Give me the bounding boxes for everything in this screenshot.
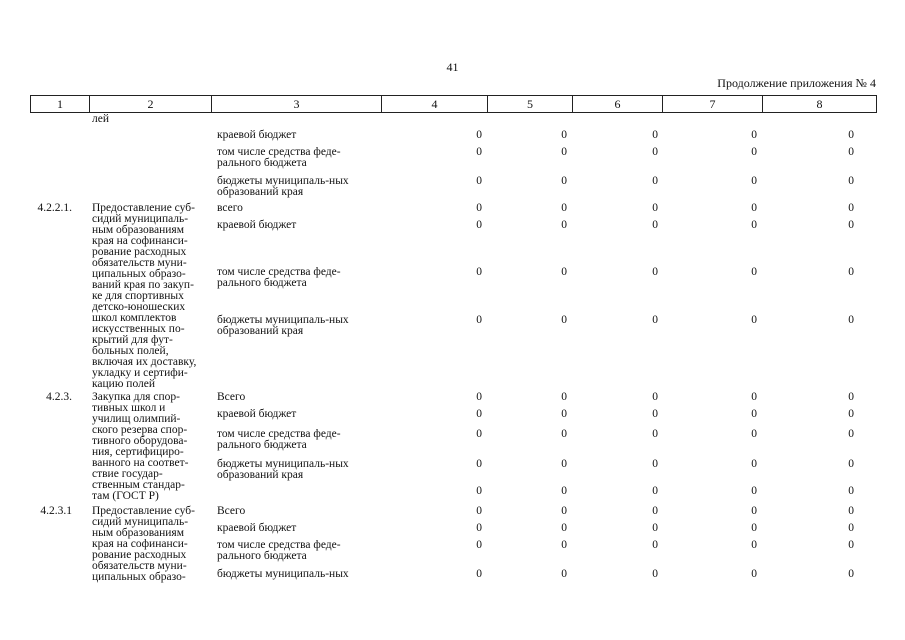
value-cell: 0 bbox=[751, 505, 757, 517]
value-cell: 0 bbox=[561, 408, 567, 420]
value-cell: 0 bbox=[476, 408, 482, 420]
value-cell: 0 bbox=[561, 175, 567, 187]
value-cell: 0 bbox=[652, 505, 658, 517]
column-header-row bbox=[31, 96, 877, 113]
funding-source: краевой бюджет bbox=[217, 129, 297, 141]
value-cell: 0 bbox=[652, 175, 658, 187]
value-cell: 0 bbox=[751, 219, 757, 231]
item-name: Предоставление суб- сидий муниципаль- ным образованиям края на софинанси- рование расходных обязательств муни- ципальных образо- bbox=[92, 505, 195, 583]
value-cell: 0 bbox=[751, 146, 757, 158]
value-cell: 0 bbox=[561, 568, 567, 580]
value-cell: 0 bbox=[476, 219, 482, 231]
funding-source: том числе средства феде- рального бюджета bbox=[217, 266, 341, 289]
value-cell: 0 bbox=[751, 129, 757, 141]
value-cell: 0 bbox=[751, 458, 757, 470]
value-cell: 0 bbox=[848, 314, 854, 326]
value-cell: 0 bbox=[751, 568, 757, 580]
value-cell: 0 bbox=[751, 175, 757, 187]
value-cell: 0 bbox=[476, 129, 482, 141]
value-cell: 0 bbox=[848, 146, 854, 158]
value-cell: 0 bbox=[751, 539, 757, 551]
value-cell: 0 bbox=[561, 129, 567, 141]
value-cell: 0 bbox=[476, 146, 482, 158]
value-cell: 0 bbox=[652, 266, 658, 278]
value-cell: 0 bbox=[652, 428, 658, 440]
value-cell: 0 bbox=[848, 458, 854, 470]
value-cell: 0 bbox=[848, 175, 854, 187]
value-cell: 0 bbox=[848, 129, 854, 141]
value-cell: 0 bbox=[652, 202, 658, 214]
value-cell: 0 bbox=[476, 428, 482, 440]
value-cell: 0 bbox=[848, 219, 854, 231]
value-cell: 0 bbox=[561, 202, 567, 214]
column-header: 1 bbox=[31, 96, 90, 113]
value-cell: 0 bbox=[561, 522, 567, 534]
value-cell: 0 bbox=[848, 485, 854, 497]
value-cell: 0 bbox=[476, 202, 482, 214]
column-header: 4 bbox=[382, 96, 488, 113]
continuation-text: лей bbox=[92, 113, 109, 125]
value-cell: 0 bbox=[751, 428, 757, 440]
value-cell: 0 bbox=[751, 522, 757, 534]
funding-source: бюджеты муниципаль-ных образований края bbox=[217, 175, 349, 198]
value-cell: 0 bbox=[561, 391, 567, 403]
value-cell: 0 bbox=[848, 202, 854, 214]
column-header-table bbox=[30, 95, 877, 113]
item-code: 4.2.3.1 bbox=[40, 505, 72, 517]
value-cell: 0 bbox=[652, 458, 658, 470]
value-cell: 0 bbox=[848, 505, 854, 517]
value-cell: 0 bbox=[652, 146, 658, 158]
value-cell: 0 bbox=[751, 408, 757, 420]
value-cell: 0 bbox=[476, 314, 482, 326]
funding-source: Всего bbox=[217, 505, 246, 517]
value-cell: 0 bbox=[751, 202, 757, 214]
funding-source: том числе средства феде- рального бюджета bbox=[217, 539, 341, 562]
item-name: Закупка для спор- тивных школ и училищ олимпий- ского резерва спор- тивного оборудова- ния, сертифициро- ванного на соответ- ствие государ- ственным стандар- там (ГОСТ Р) bbox=[92, 391, 189, 502]
value-cell: 0 bbox=[751, 391, 757, 403]
column-header: 6 bbox=[573, 96, 663, 113]
appendix-note: Продолжение приложения № 4 bbox=[717, 76, 876, 90]
value-cell: 0 bbox=[476, 505, 482, 517]
value-cell: 0 bbox=[848, 568, 854, 580]
value-cell: 0 bbox=[652, 219, 658, 231]
value-cell: 0 bbox=[561, 458, 567, 470]
value-cell: 0 bbox=[652, 408, 658, 420]
value-cell: 0 bbox=[561, 485, 567, 497]
funding-source: том числе средства феде- рального бюджета bbox=[217, 146, 341, 169]
value-cell: 0 bbox=[652, 522, 658, 534]
value-cell: 0 bbox=[848, 428, 854, 440]
value-cell: 0 bbox=[652, 314, 658, 326]
column-header: 5 bbox=[488, 96, 573, 113]
value-cell: 0 bbox=[476, 485, 482, 497]
value-cell: 0 bbox=[561, 266, 567, 278]
value-cell: 0 bbox=[476, 175, 482, 187]
funding-source: бюджеты муниципаль-ных образований края bbox=[217, 314, 349, 337]
value-cell: 0 bbox=[751, 266, 757, 278]
value-cell: 0 bbox=[561, 314, 567, 326]
value-cell: 0 bbox=[476, 539, 482, 551]
value-cell: 0 bbox=[561, 219, 567, 231]
funding-source: Всего bbox=[217, 391, 246, 403]
value-cell: 0 bbox=[848, 522, 854, 534]
column-header: 3 bbox=[212, 96, 382, 113]
value-cell: 0 bbox=[751, 314, 757, 326]
value-cell: 0 bbox=[652, 485, 658, 497]
value-cell: 0 bbox=[476, 522, 482, 534]
value-cell: 0 bbox=[848, 391, 854, 403]
page-number: 41 bbox=[446, 60, 459, 74]
value-cell: 0 bbox=[561, 428, 567, 440]
item-code: 4.2.2.1. bbox=[37, 202, 72, 214]
value-cell: 0 bbox=[848, 539, 854, 551]
item-code: 4.2.3. bbox=[46, 391, 72, 403]
column-header: 7 bbox=[663, 96, 763, 113]
value-cell: 0 bbox=[476, 266, 482, 278]
value-cell: 0 bbox=[848, 408, 854, 420]
column-header: 2 bbox=[90, 96, 212, 113]
value-cell: 0 bbox=[561, 146, 567, 158]
value-cell: 0 bbox=[652, 391, 658, 403]
funding-source: бюджеты муниципаль-ных образований края bbox=[217, 458, 349, 481]
value-cell: 0 bbox=[848, 266, 854, 278]
funding-source: краевой бюджет bbox=[217, 408, 297, 420]
value-cell: 0 bbox=[652, 129, 658, 141]
value-cell: 0 bbox=[476, 458, 482, 470]
funding-source: краевой бюджет bbox=[217, 522, 297, 534]
funding-source: краевой бюджет bbox=[217, 219, 297, 231]
item-name: Предоставление суб- сидий муниципаль- ным образованиям края на софинанси- рование расходных обязательств муни- ципальных образо- ваний края по закуп- ке для спортивных детско-юношеских школ комплектов искусственных по- крытий для фут- больных полей, включая их доставку, укладку и сертифи- кацию полей bbox=[92, 202, 197, 390]
funding-source: том числе средства феде- рального бюджета bbox=[217, 428, 341, 451]
value-cell: 0 bbox=[561, 539, 567, 551]
value-cell: 0 bbox=[476, 391, 482, 403]
column-header: 8 bbox=[763, 96, 877, 113]
value-cell: 0 bbox=[751, 485, 757, 497]
value-cell: 0 bbox=[652, 539, 658, 551]
value-cell: 0 bbox=[652, 568, 658, 580]
value-cell: 0 bbox=[561, 505, 567, 517]
funding-source: всего bbox=[217, 202, 243, 214]
funding-source: бюджеты муниципаль-ных bbox=[217, 568, 349, 580]
value-cell: 0 bbox=[476, 568, 482, 580]
